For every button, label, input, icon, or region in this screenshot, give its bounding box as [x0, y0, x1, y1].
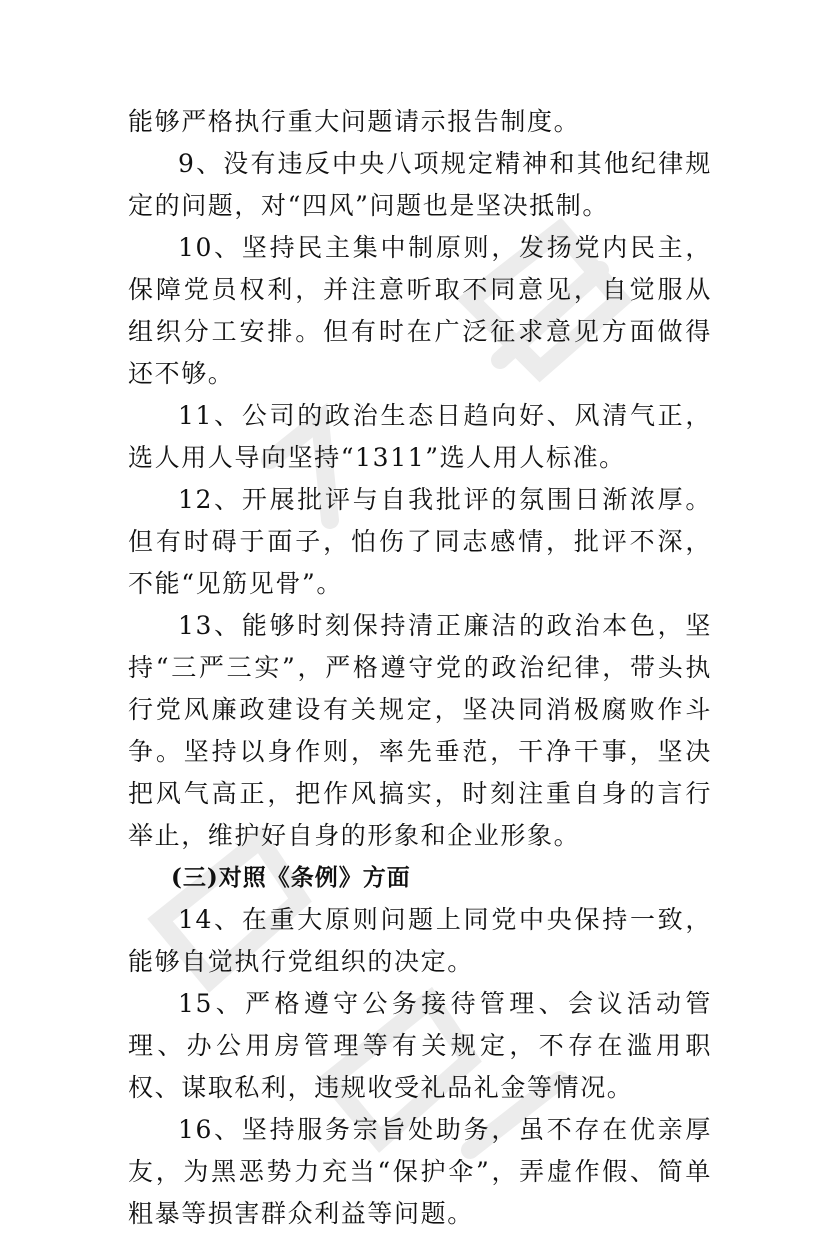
paragraph-item-13: 13、能够时刻保持清正廉洁的政治本色，坚持“三严三实”，严格遵守党的政治纪律，带头执行党风廉政建设有关规定，坚决同消极腐败作斗争。坚持以身作则，率先垂范，干净干事，坚决把风气高正，把作风搞实，时刻注重自身的言行举止，维护好自身的形象和企业形象。: [128, 611, 712, 850]
paragraph-item-15: 15、严格遵守公务接待管理、会议活动管理、办公用房管理等有关规定，不存在滥用职权、谋取私利，违规收受礼品礼金等情况。: [128, 989, 712, 1102]
paragraph-item-12: 12、开展批评与自我批评的氛围日渐浓厚。但有时碍于面子，怕伤了同志感情，批评不深，不能“见筋见骨”。: [128, 485, 712, 598]
document-page: [128, 101, 712, 1235]
section-heading: (三)对照《条例》方面: [171, 864, 411, 891]
paragraph-item-14: 14、在重大原则问题上同党中央保持一致，能够自觉执行党组织的决定。: [128, 905, 712, 976]
paragraph-item-9: 9、没有违反中央八项规定精神和其他纪律规定的问题，对“四风”问题也是坚决抵制。: [128, 149, 712, 220]
paragraph-continuation: 能够严格执行重大问题请示报告制度。: [128, 107, 581, 136]
paragraph-item-10: 10、坚持民主集中制原则，发扬党内民主，保障党员权利，并注意听取不同意见，自觉服从组织分工安排。但有时在广泛征求意见方面做得还不够。: [128, 233, 712, 388]
paragraph-item-16: 16、坚持服务宗旨处助务，虽不存在优亲厚友，为黑恶势力充当“保护伞”，弄虚作假、简单粗暴等损害群众利益等问题。: [128, 1115, 712, 1228]
paragraph-item-11: 11、公司的政治生态日趋向好、风清气正，选人用人导向坚持“1311”选人用人标准。: [128, 401, 712, 472]
